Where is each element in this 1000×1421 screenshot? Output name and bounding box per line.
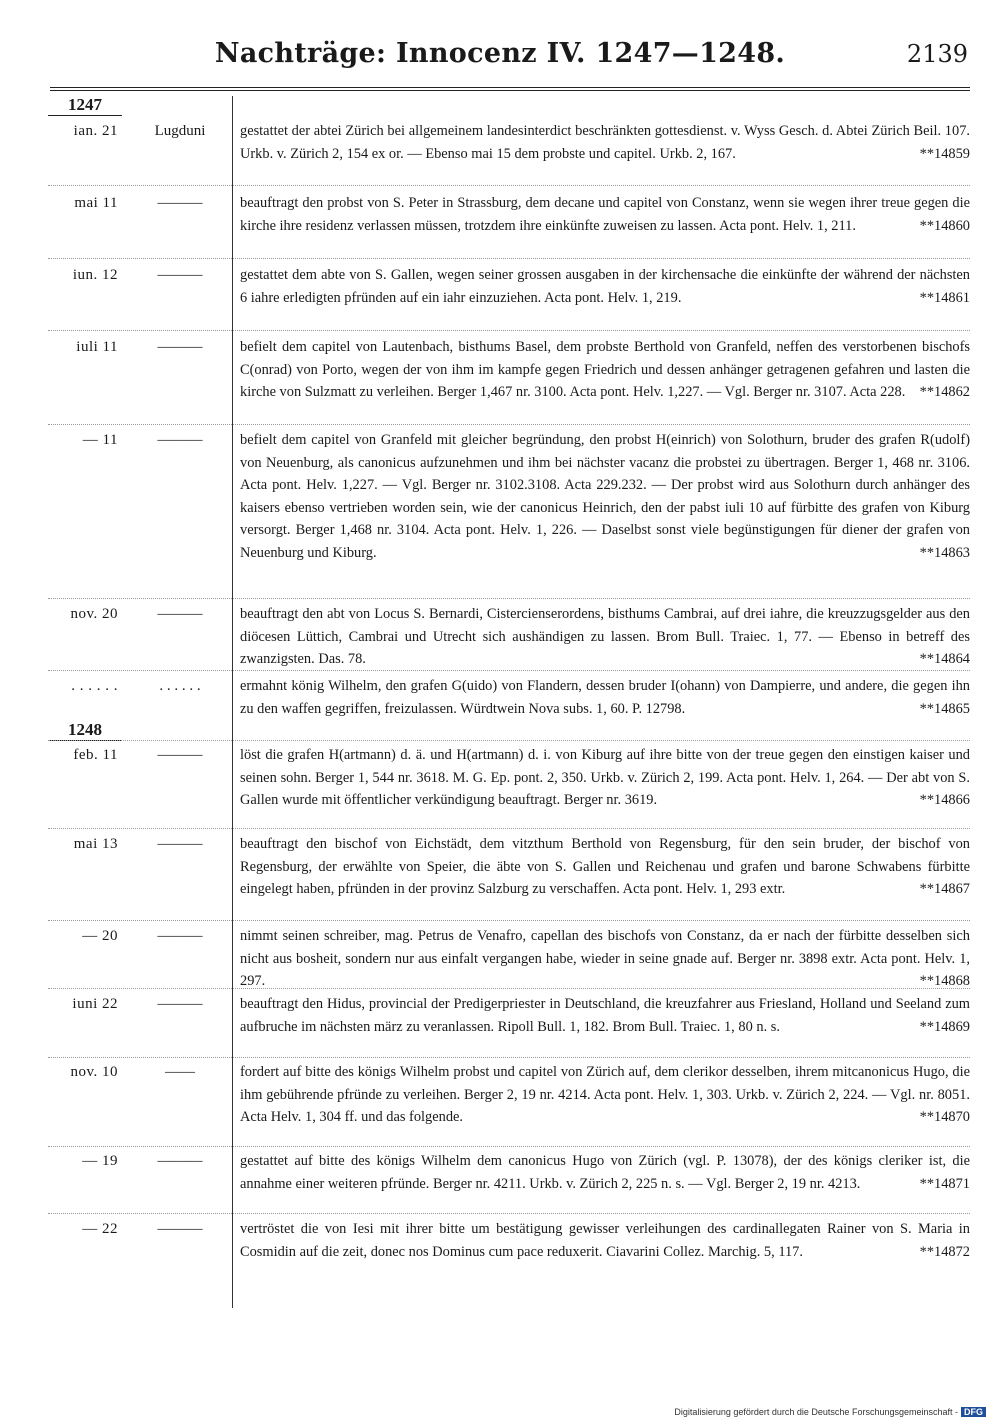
entry-place: ——— xyxy=(157,747,203,763)
entry-separator xyxy=(48,740,970,741)
entry-date: — 19 xyxy=(82,1153,118,1169)
page-title: Nachträge: Innocenz IV. 1247—1248. xyxy=(214,38,786,69)
entry-place: . . . . . . xyxy=(159,678,201,694)
entry-body: beauftragt den abt von Locus S. Bernardi, Cistercienserordens, bisthums Cambrai, auf drei iahre, die kreuzzugsgelder aus den diöcesen Lüttich, Cambrai und Utrecht sich aushändigen zu lassen. Brom Bull. Traiec. 1, 77. — Ebenso in betreff des zwanzigsten. Das. 78. xyxy=(240,606,970,668)
entry-text xyxy=(240,1061,970,1129)
entry-text xyxy=(240,603,970,671)
entry-date: . . . . . . xyxy=(71,678,118,694)
entry-text xyxy=(240,744,970,812)
entry-text xyxy=(240,264,970,309)
entry-body: nimmt seinen schreiber, mag. Petrus de Venafro, capellan des bischofs von Constanz, da er nach der fürbitte desselben sich nicht aus bosheit, sondern nur aus einfalt vergangen habe, wieder in seine gnade auf. Berger nr. 3898 extr. Acta pont. Helv. 1, 297. xyxy=(240,928,970,990)
entry-date: mai 13 xyxy=(73,836,118,852)
entry-body: gestattet dem abte von S. Gallen, wegen seiner grossen ausgaben in der kirchensache die einkünfte der während der nächsten 6 iahre erledigten pfründen auf ein iahr einzuziehen. Acta pont. Helv. 1, 219. xyxy=(240,267,970,306)
entry-body: fordert auf bitte des königs Wilhelm probst und capitel von Zürich auf, dem clerikor desselben, ihrem mitcanonicus Hugo, die ihm gebührende pfründe zu verleihen. Berger 2, 19 nr. 4214. Acta pont. Helv. 1, 303. Urkb. v. Zürich 2, 224. — Vgl. nr. 8051. Acta Helv. 1, 304 ff. und das folgende. xyxy=(240,1064,970,1126)
entry-text xyxy=(240,336,970,404)
entry-separator xyxy=(48,1057,970,1058)
entry-body: beauftragt den Hidus, provincial der Predigerpriester in Deutschland, die kreuzfahrer aus Friesland, Holland und Seeland zum aufbruche im nächsten märz zu veranlassen. Ripoll Bull. 1, 182. Brom Bull. Traiec. 1, 80 n. s. xyxy=(240,996,970,1035)
entry-text xyxy=(240,192,970,237)
entry-separator xyxy=(48,258,970,259)
entry-place: ——— xyxy=(157,1153,203,1169)
entry-place: Lugduni xyxy=(154,123,206,139)
entry-number: **14871 xyxy=(919,1175,970,1192)
entry-date: mai 11 xyxy=(74,195,118,211)
entry-date: — 11 xyxy=(82,432,118,448)
entry-number: **14868 xyxy=(919,973,970,990)
entry-text xyxy=(240,120,970,165)
page-header xyxy=(0,38,1000,82)
entry-text xyxy=(240,429,970,565)
page-number: 2139 xyxy=(906,40,968,68)
entry-place: ——— xyxy=(157,606,203,622)
entry-place: ——— xyxy=(157,339,203,355)
entry-number: **14869 xyxy=(919,1018,970,1035)
entry-text xyxy=(240,1150,970,1195)
entry-number: **14860 xyxy=(919,217,970,234)
header-rule-double xyxy=(50,90,970,91)
entry-body: vertröstet die von Iesi mit ihrer bitte um bestätigung gewisser verleihungen des cardinallegaten Rainer von S. Maria in Cosmidin auf die zeit, donec nos Dominus cum pace reduxerit. Ciavarini Collez. Marchig. 5, 117. xyxy=(240,1221,970,1260)
entry-date: — 22 xyxy=(82,1221,118,1237)
year-label-1248: 1248 xyxy=(48,720,122,741)
entry-number: **14861 xyxy=(919,289,970,306)
entry-date: — 20 xyxy=(82,928,118,944)
entry-place: —— xyxy=(165,1064,195,1080)
entry-body: gestattet der abtei Zürich bei allgemeinem landesinterdict beschränkten gottesdienst. v. Wyss Gesch. d. Abtei Zürich Beil. 107. Urkb. v. Zürich 2, 154 ex or. — Ebenso mai 15 dem probste und capitel. Urkb. 2, 167. xyxy=(240,123,970,162)
column-rule xyxy=(232,96,233,1308)
entry-number: **14872 xyxy=(919,1243,970,1260)
entry-place: ——— xyxy=(157,928,203,944)
entry-date: nov. 20 xyxy=(70,606,118,622)
entry-body: beauftragt den bischof von Eichstädt, dem vitzthum Berthold von Regensburg, für den sein bruder, der bischof von Regensburg, der erwählte von Speier, die äbte von S. Gallen und Reichenau und grafen und barone Schwabens fürbitte eingelegt haben, pfründen in der provinz Salzburg zu verschaffen. Acta pont. Helv. 1, 293 extr. xyxy=(240,836,970,898)
footer-credit xyxy=(674,1407,986,1417)
entry-separator xyxy=(48,330,970,331)
entry-body: löst die grafen H(artmann) d. ä. und H(artmann) d. i. von Kiburg auf ihre bitte von der treue gegen den einstigen kaiser und seinen sohn. Berger 1, 544 nr. 3618. M. G. Ep. pont. 2, 350. Urkb. v. Zürich 2, 199. Acta pont. Helv. 1, 264. — Der abt von S. Gallen wurde mit öffentlicher verkündigung beauftragt. Berger nr. 3619. xyxy=(240,747,970,809)
entry-number: **14862 xyxy=(919,384,970,401)
entry-body: beauftragt den probst von S. Peter in Strassburg, dem decane und capitel von Constanz, wenn sie wegen ihrer treue gegen die kirche ihre residenz verlassen müssen, trotzdem ihre einkünfte zuweisen zu lassen. Acta pont. Helv. 1, 211. xyxy=(240,195,970,234)
entry-text xyxy=(240,993,970,1038)
entry-date: iun. 12 xyxy=(72,267,118,283)
entry-number: **14866 xyxy=(919,792,970,809)
header-rule xyxy=(50,87,970,88)
entry-body: befielt dem capitel von Granfeld mit gleicher begründung, den probst H(einrich) von Solothurn, bruder des grafen R(udolf) von Neuenburg, als canonicus aufzunehmen und ihm bei nächster vacanz die probstei zu übertragen. Berger 1, 468 nr. 3106. Acta pont. Helv. 1,227. — Vgl. Berger nr. 3102.3108. Acta 229.232. — Der probst wird aus Solothurn durch anhänger des kaisers ebenso vertrieben worden sein, wie der canonicus Heinrich, den der pabst iuli 10 auf fürbitte des grafen von Kiburg versorgt. Berger 1,468 nr. 3104. Acta pont. Helv. 1, 226. — Daselbst sonst viele begünstigungen für diener der grafen von Neuenburg und Kiburg. xyxy=(240,432,970,561)
entry-place: ——— xyxy=(157,267,203,283)
entry-separator xyxy=(48,1213,970,1214)
entry-body: befielt dem capitel von Lautenbach, bisthums Basel, dem probste Berthold von Granfeld, neffen des verstorbenen bischofs C(onrad) von Porto, wegen der von ihm im kampfe gegen Friedrich und dessen anhänger getragenen gefahren und lasten die kirche von Sulzmatt zu verleihen. Berger 1,467 nr. 3100. Acta pont. Helv. 1,227. — Vgl. Berger nr. 3107. Acta 228. xyxy=(240,339,970,401)
entry-number: **14859 xyxy=(919,145,970,162)
entry-separator xyxy=(48,670,970,671)
entry-separator xyxy=(48,920,970,921)
entry-place: ——— xyxy=(157,1221,203,1237)
entry-number: **14863 xyxy=(919,544,970,561)
entry-number: **14870 xyxy=(919,1109,970,1126)
entry-text xyxy=(240,675,970,720)
year-label-1247: 1247 xyxy=(48,95,122,116)
entry-separator xyxy=(48,424,970,425)
entry-date: feb. 11 xyxy=(73,747,118,763)
dfg-logo: DFG xyxy=(961,1407,986,1417)
entry-place: ——— xyxy=(157,195,203,211)
entry-date: ian. 21 xyxy=(73,123,118,139)
entry-number: **14865 xyxy=(919,700,970,717)
entry-body: ermahnt könig Wilhelm, den grafen G(uido) von Flandern, dessen bruder I(ohann) von Dampierre, und andere, die gegen ihn zu den waffen gegriffen, freizulassen. Würdtwein Nova subs. 1, 60. P. 12798. xyxy=(240,678,970,717)
footer-text: Digitalisierung gefördert durch die Deutsche Forschungsgemeinschaft - xyxy=(674,1407,958,1417)
entry-date: iuni 22 xyxy=(72,996,118,1012)
entry-place: ——— xyxy=(157,836,203,852)
entry-separator xyxy=(48,1146,970,1147)
entry-separator xyxy=(48,828,970,829)
entry-separator xyxy=(48,185,970,186)
entry-date: iuli 11 xyxy=(76,339,118,355)
entry-number: **14864 xyxy=(919,651,970,668)
entry-number: **14867 xyxy=(919,881,970,898)
entry-separator xyxy=(48,598,970,599)
entry-text xyxy=(240,925,970,993)
entry-separator xyxy=(48,988,970,989)
entry-text xyxy=(240,1218,970,1263)
entry-body: gestattet auf bitte des königs Wilhelm dem canonicus Hugo von Zürich (vgl. P. 13078), der des königs cleriker ist, die annahme einer weiteren pfründe. Berger nr. 4211. Urkb. v. Zürich 2, 225 n. s. — Vgl. Berger 2, 19 nr. 4213. xyxy=(240,1153,970,1192)
entry-place: ——— xyxy=(157,996,203,1012)
entry-place: ——— xyxy=(157,432,203,448)
entry-text xyxy=(240,833,970,901)
entry-date: nov. 10 xyxy=(70,1064,118,1080)
